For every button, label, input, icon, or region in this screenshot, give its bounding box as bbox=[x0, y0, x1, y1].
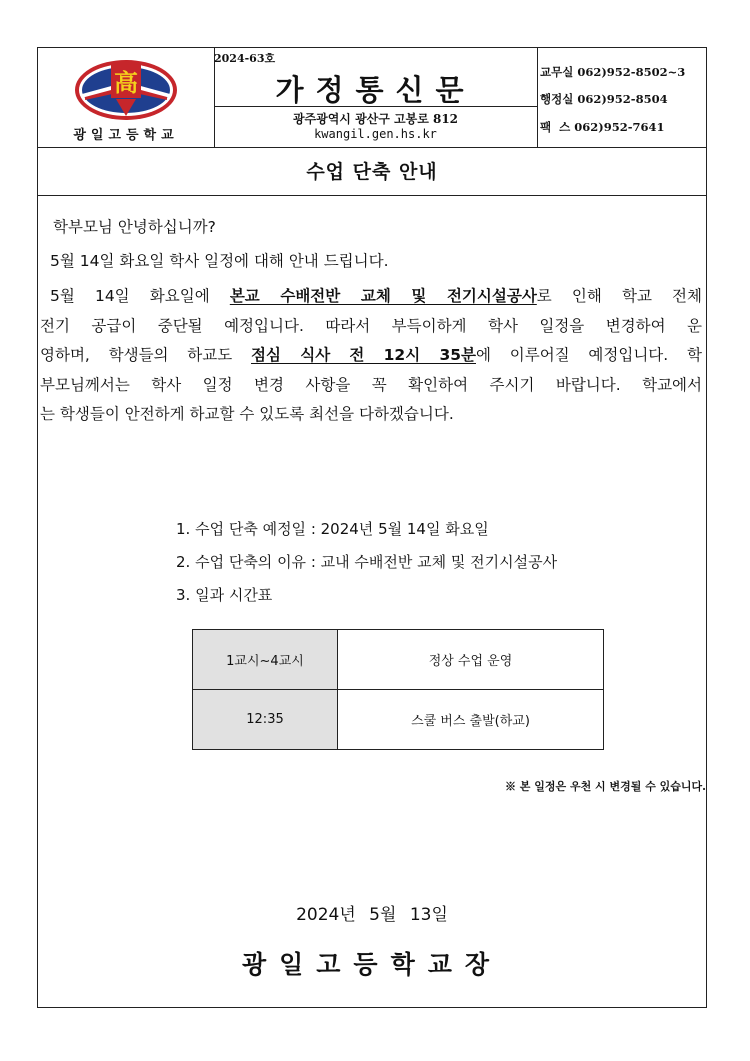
notice-subtitle: 수업 단축 안내 bbox=[306, 161, 438, 183]
list-item: 1. 수업 단축 예정일 : 2024년 5월 14일 화요일 bbox=[176, 520, 489, 538]
underlined-phrase: 본교 수배전반 교체 및 전기시설공사 bbox=[229, 287, 537, 305]
table-row bbox=[193, 630, 604, 690]
list-item: 3. 일과 시간표 bbox=[176, 586, 273, 604]
contact-label: 팩 스 bbox=[540, 120, 571, 134]
contact-label: 행정실 bbox=[540, 92, 574, 106]
contact-number: 062)952-7641 bbox=[574, 120, 665, 134]
schedule-desc: 스쿨 버스 출발(하교) bbox=[338, 690, 604, 750]
subtitle-bar bbox=[38, 147, 706, 196]
paragraph-line: 는 학생들이 안전하게 하교할 수 있도록 최선을 다하겠습니다. bbox=[40, 405, 454, 423]
contact-label: 교무실 bbox=[540, 65, 574, 79]
schedule-time: 12:35 bbox=[193, 690, 338, 750]
contact-admin bbox=[540, 91, 668, 107]
svg-text:高: 高 bbox=[114, 68, 138, 97]
document-frame bbox=[37, 47, 707, 1008]
paragraph-line: 영하며, 학생들의 하교도 점심 식사 전 12시 35분에 이루어질 예정입니다. 학 bbox=[40, 346, 702, 364]
contact-number: 062)952-8502~3 bbox=[577, 65, 686, 79]
school-emblem-icon bbox=[73, 58, 179, 122]
intro-line: 5월 14일 화요일 학사 일정에 대해 안내 드립니다. bbox=[50, 251, 389, 270]
school-name: 광일고등학교 bbox=[73, 128, 179, 143]
contact-number: 062)952-8504 bbox=[577, 92, 668, 106]
info-list bbox=[176, 513, 557, 612]
school-address: 광주광역시 광산구 고봉로 812 bbox=[292, 112, 459, 126]
table-row bbox=[193, 690, 604, 750]
contact-fax bbox=[540, 119, 664, 135]
notice-body bbox=[40, 213, 702, 430]
schedule-table bbox=[192, 629, 604, 750]
paragraph-line: 5월 14일 화요일에 본교 수배전반 교체 및 전기시설공사로 인해 학교 전체 bbox=[50, 287, 702, 305]
contact-office bbox=[540, 64, 685, 80]
greeting: 학부모님 안녕하십니까? bbox=[53, 218, 216, 236]
school-website: kwangil.gen.hs.kr bbox=[314, 127, 437, 141]
letterhead bbox=[38, 48, 706, 148]
divider bbox=[214, 106, 537, 107]
contact-cell bbox=[537, 48, 706, 147]
schedule-desc: 정상 수업 운영 bbox=[338, 630, 604, 690]
paragraph-line: 전기 공급이 중단될 예정입니다. 따라서 부득이하게 학사 일정을 변경하여 운 bbox=[40, 316, 702, 335]
underlined-phrase: 점심 식사 전 12시 35분 bbox=[251, 346, 476, 364]
newsletter-title: 가정통신문 bbox=[275, 73, 476, 107]
list-item: 2. 수업 단축의 이유 : 교내 수배전반 교체 및 전기시설공사 bbox=[176, 553, 558, 571]
issue-date: 2024년 5월 13일 bbox=[296, 905, 448, 925]
issue-number: 2024-63호 bbox=[214, 52, 276, 65]
paragraph-line: 부모님께서는 학사 일정 변경 사항을 꼭 확인하여 주시기 바랍니다. 학교에서 bbox=[40, 375, 702, 394]
title-cell bbox=[214, 48, 538, 147]
logo-cell bbox=[38, 48, 215, 147]
principal-signature: 광일고등학교장 bbox=[241, 950, 503, 979]
schedule-time: 1교시~4교시 bbox=[193, 630, 338, 690]
schedule-note: ※ 본 일정은 우천 시 변경될 수 있습니다. bbox=[504, 780, 706, 793]
